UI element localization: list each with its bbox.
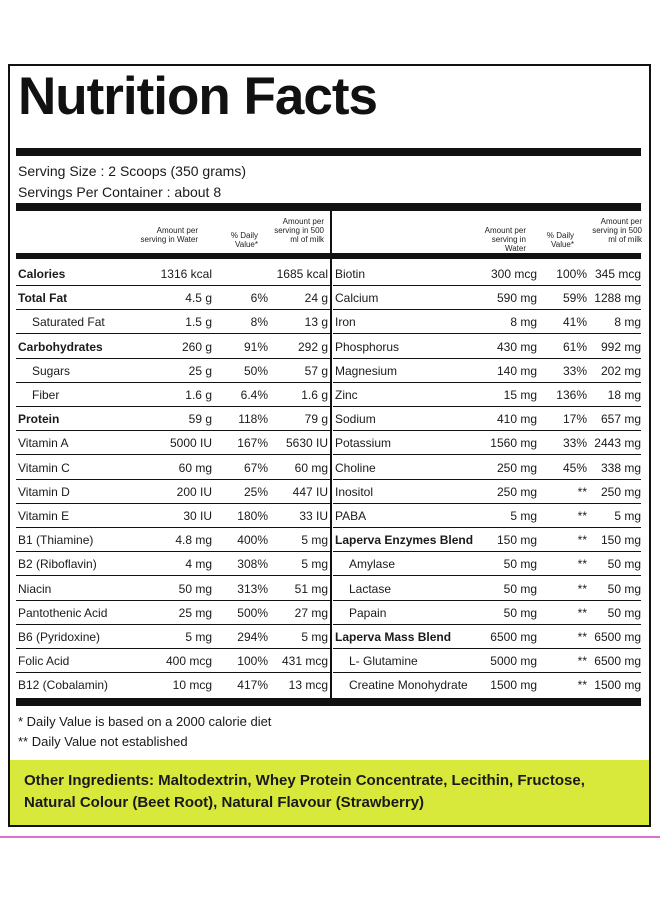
amount-in-water: 590 mg [496, 291, 537, 306]
daily-value-percent: 41% [562, 315, 587, 330]
nutrient-row [333, 625, 641, 649]
amount-in-water: 5000 IU [169, 436, 212, 451]
amount-in-water: 1316 kcal [160, 267, 212, 281]
amount-in-milk: 2443 mg [594, 436, 641, 451]
amount-in-milk: 5630 IU [285, 436, 328, 451]
nutrient-row [333, 456, 641, 480]
amount-in-water: 250 mg [496, 484, 537, 499]
daily-value-percent: 33% [562, 436, 587, 451]
nutrient-name: Amylase [349, 557, 396, 572]
daily-value-percent: ** [577, 630, 587, 644]
amount-in-milk: 79 g [304, 412, 328, 427]
nutrient-row [333, 528, 641, 552]
nutrient-name: Total Fat [18, 291, 68, 306]
column-divider [330, 210, 332, 698]
amount-in-milk: 5 mg [301, 557, 328, 572]
not-established-footnote: ** Daily Value not established [18, 734, 188, 749]
amount-in-milk: 6500 mg [594, 630, 641, 644]
nutrient-name: Laperva Enzymes Blend [335, 533, 474, 548]
amount-in-water: 200 IU [176, 484, 212, 499]
serving-divider [16, 203, 641, 211]
daily-value-percent: 167% [237, 436, 268, 451]
nutrient-name: Inositol [335, 484, 374, 499]
header-left-daily-value: % Daily Value* [230, 231, 258, 249]
daily-value-percent: 100% [556, 267, 587, 281]
amount-in-milk: 24 g [304, 291, 328, 306]
amount-in-water: 400 mcg [165, 654, 212, 669]
header-right-amount-milk: Amount per serving in 500 ml of milk [592, 217, 642, 244]
nutrient-name: B12 (Cobalamin) [18, 678, 109, 693]
nutrient-row [333, 552, 641, 576]
nutrient-name: Sugars [32, 363, 71, 378]
amount-in-water: 5 mg [510, 509, 537, 523]
nutrient-row [16, 673, 330, 697]
nutrient-row [333, 359, 641, 383]
amount-in-water: 5 mg [185, 630, 212, 644]
daily-value-percent: 50% [243, 363, 268, 378]
nutrient-row [333, 286, 641, 310]
nutrient-name: Vitamin A [18, 436, 69, 451]
daily-value-percent: ** [577, 654, 587, 669]
header-left-amount-water: Amount per serving in Water [140, 226, 198, 244]
amount-in-water: 8 mg [510, 315, 537, 330]
daily-value-percent: 91% [243, 339, 268, 354]
daily-value-percent: 294% [237, 630, 268, 644]
amount-in-milk: 50 mg [607, 581, 641, 596]
nutrient-name: Sodium [335, 412, 376, 427]
nutrient-row [16, 504, 330, 528]
amount-in-milk: 992 mg [600, 339, 641, 354]
amount-in-milk: 338 mg [600, 460, 641, 475]
amount-in-water: 1560 mg [490, 436, 537, 451]
nutrient-name: Calories [18, 267, 66, 281]
amount-in-milk: 13 mcg [288, 678, 328, 693]
amount-in-water: 5000 mg [490, 654, 537, 669]
daily-value-percent: 45% [562, 460, 587, 475]
nutrient-row [16, 286, 330, 310]
amount-in-water: 260 g [181, 339, 212, 354]
amount-in-water: 25 mg [178, 605, 212, 620]
nutrient-row [16, 407, 330, 431]
nutrient-name: B2 (Riboflavin) [18, 557, 97, 572]
daily-value-percent: 118% [238, 412, 268, 427]
other-ingredients-text: Other Ingredients: Maltodextrin, Whey Protein Concentrate, Lecithin, Fructose, Natural Colour (Beet Root), Natural Flavour (Strawberry) [24, 772, 585, 811]
amount-in-water: 25 g [188, 363, 212, 378]
nutrient-name: Folic Acid [18, 654, 70, 669]
nutrient-row [16, 335, 330, 359]
header-right-amount-water: Amount per serving in Water [484, 226, 526, 253]
nutrient-name: L- Glutamine [349, 654, 418, 669]
amount-in-water: 300 mcg [490, 267, 537, 281]
amount-in-milk: 60 mg [294, 460, 328, 475]
amount-in-milk: 150 mg [600, 533, 641, 548]
nutrient-name: Niacin [18, 581, 52, 596]
amount-in-water: 4 mg [185, 557, 212, 572]
other-ingredients-box [10, 760, 649, 827]
nutrient-row [333, 431, 641, 455]
nutrient-name: B1 (Thiamine) [18, 533, 94, 548]
daily-value-percent: 313% [237, 581, 268, 596]
amount-in-milk: 51 mg [294, 581, 328, 596]
amount-in-water: 4.5 g [185, 291, 212, 306]
amount-in-water: 50 mg [503, 581, 537, 596]
daily-value-percent: 180% [237, 509, 268, 523]
nutrient-name: Lactase [349, 581, 392, 596]
nutrient-row [333, 407, 641, 431]
nutrient-name: Papain [349, 605, 387, 620]
amount-in-milk: 1288 mg [594, 291, 641, 306]
nutrient-row [333, 649, 641, 673]
amount-in-milk: 292 g [297, 339, 328, 354]
amount-in-water: 1.5 g [185, 315, 212, 330]
amount-in-water: 250 mg [496, 460, 537, 475]
amount-in-milk: 345 mcg [594, 267, 641, 281]
amount-in-milk: 447 IU [292, 484, 328, 499]
table-bottom-divider [16, 698, 641, 706]
nutrient-row [16, 625, 330, 649]
nutrient-row [333, 335, 641, 359]
daily-value-percent: ** [577, 484, 587, 499]
amount-in-milk: 5 mg [301, 533, 328, 548]
amount-in-milk: 1685 kcal [276, 267, 328, 281]
daily-value-percent: ** [577, 605, 587, 620]
nutrient-row [16, 480, 330, 504]
amount-in-water: 1.6 g [185, 388, 212, 402]
top-thick-divider [16, 148, 641, 156]
nutrient-row [333, 601, 641, 625]
daily-value-percent: 33% [562, 363, 587, 378]
daily-value-percent: 500% [237, 605, 268, 620]
nutrient-name: Fiber [32, 388, 60, 402]
nutrient-row [16, 577, 330, 601]
nutrient-name: Zinc [335, 388, 358, 402]
amount-in-milk: 33 IU [299, 509, 328, 523]
amount-in-milk: 50 mg [607, 557, 641, 572]
daily-value-percent: 25% [243, 484, 268, 499]
nutrient-row [333, 504, 641, 528]
nutrient-name: B6 (Pyridoxine) [18, 630, 101, 644]
nutrient-name: Vitamin D [18, 484, 70, 499]
amount-in-water: 140 mg [496, 363, 537, 378]
nutrient-row [16, 528, 330, 552]
amount-in-water: 1500 mg [490, 678, 537, 693]
nutrient-name: PABA [335, 509, 367, 523]
amount-in-milk: 8 mg [614, 315, 641, 330]
nutrient-row [333, 480, 641, 504]
nutrient-name: Carbohydrates [18, 339, 103, 354]
daily-value-percent: ** [577, 678, 587, 693]
amount-in-milk: 50 mg [607, 605, 641, 620]
nutrient-row [16, 359, 330, 383]
amount-in-milk: 5 mg [614, 509, 641, 523]
daily-value-percent: 59% [562, 291, 587, 306]
daily-value-percent: 67% [243, 460, 268, 475]
nutrient-row [16, 649, 330, 673]
amount-in-water: 150 mg [496, 533, 537, 548]
daily-value-percent: 6% [250, 291, 268, 306]
nutrient-name: Potassium [335, 436, 392, 451]
nutrient-name: Calcium [335, 291, 379, 306]
nutrient-row [333, 673, 641, 697]
nutrient-row [16, 552, 330, 576]
nutrient-name: Creatine Monohydrate [349, 678, 468, 693]
amount-in-water: 430 mg [496, 339, 537, 354]
daily-value-percent: ** [577, 533, 587, 548]
nutrient-name: Pantothenic Acid [18, 605, 108, 620]
amount-in-milk: 202 mg [600, 363, 641, 378]
amount-in-milk: 5 mg [301, 630, 328, 644]
amount-in-milk: 657 mg [600, 412, 641, 427]
amount-in-milk: 250 mg [600, 484, 641, 499]
amount-in-water: 30 IU [183, 509, 212, 523]
nutrient-name: Saturated Fat [32, 315, 105, 330]
nutrient-row [333, 262, 641, 286]
daily-value-percent: 136% [556, 388, 587, 402]
header-right-daily-value: % Daily Value* [546, 231, 574, 249]
daily-value-percent: 400% [237, 533, 268, 548]
amount-in-milk: 1.6 g [301, 388, 328, 402]
amount-in-water: 50 mg [503, 605, 537, 620]
page-title: Nutrition Facts [18, 67, 377, 126]
nutrient-row [333, 577, 641, 601]
daily-value-percent: 308% [237, 557, 268, 572]
nutrient-row [16, 456, 330, 480]
amount-in-water: 6500 mg [490, 630, 537, 644]
nutrient-name: Phosphorus [335, 339, 400, 354]
nutrient-row [16, 431, 330, 455]
daily-value-percent: 6.4% [240, 388, 268, 402]
daily-value-percent: 8% [250, 315, 268, 330]
daily-value-percent: 417% [237, 678, 268, 693]
nutrient-name: Vitamin C [18, 460, 70, 475]
nutrient-name: Vitamin E [18, 509, 70, 523]
nutrient-name: Magnesium [335, 363, 398, 378]
bottom-accent-line [0, 836, 660, 838]
header-divider [16, 253, 641, 259]
amount-in-milk: 18 mg [607, 388, 641, 402]
nutrient-name: Protein [18, 412, 60, 427]
daily-value-footnote: * Daily Value is based on a 2000 calorie diet [18, 714, 272, 729]
nutrient-name: Laperva Mass Blend [335, 630, 452, 644]
amount-in-milk: 1500 mg [594, 678, 641, 693]
nutrient-name: Biotin [335, 267, 366, 281]
amount-in-milk: 27 mg [294, 605, 328, 620]
nutrient-row [16, 383, 330, 407]
nutrient-name: Choline [335, 460, 376, 475]
daily-value-percent: ** [577, 581, 587, 596]
nutrient-row [333, 310, 641, 334]
amount-in-water: 50 mg [178, 581, 212, 596]
daily-value-percent: ** [577, 557, 587, 572]
amount-in-milk: 13 g [304, 315, 328, 330]
nutrient-row [16, 262, 330, 286]
amount-in-water: 50 mg [503, 557, 537, 572]
daily-value-percent: 61% [562, 339, 587, 354]
nutrient-row [333, 383, 641, 407]
amount-in-water: 410 mg [496, 412, 537, 427]
amount-in-milk: 57 g [304, 363, 328, 378]
daily-value-percent: 17% [562, 412, 587, 427]
daily-value-percent: ** [577, 509, 587, 523]
amount-in-water: 60 mg [178, 460, 212, 475]
amount-in-water: 59 g [188, 412, 212, 427]
amount-in-milk: 431 mcg [281, 654, 328, 669]
nutrient-row [16, 601, 330, 625]
amount-in-water: 10 mcg [172, 678, 212, 693]
daily-value-percent: 100% [237, 654, 268, 669]
amount-in-milk: 6500 mg [594, 654, 641, 669]
nutrition-facts-panel [8, 64, 651, 827]
amount-in-water: 4.8 mg [175, 533, 212, 548]
header-left-amount-milk: Amount per serving in 500 ml of milk [274, 217, 324, 244]
nutrient-name: Iron [335, 315, 356, 330]
servings-per-container: Servings Per Container : about 8 [18, 184, 222, 200]
nutrient-row [16, 310, 330, 334]
amount-in-water: 15 mg [503, 388, 537, 402]
serving-size: Serving Size : 2 Scoops (350 grams) [18, 163, 246, 179]
